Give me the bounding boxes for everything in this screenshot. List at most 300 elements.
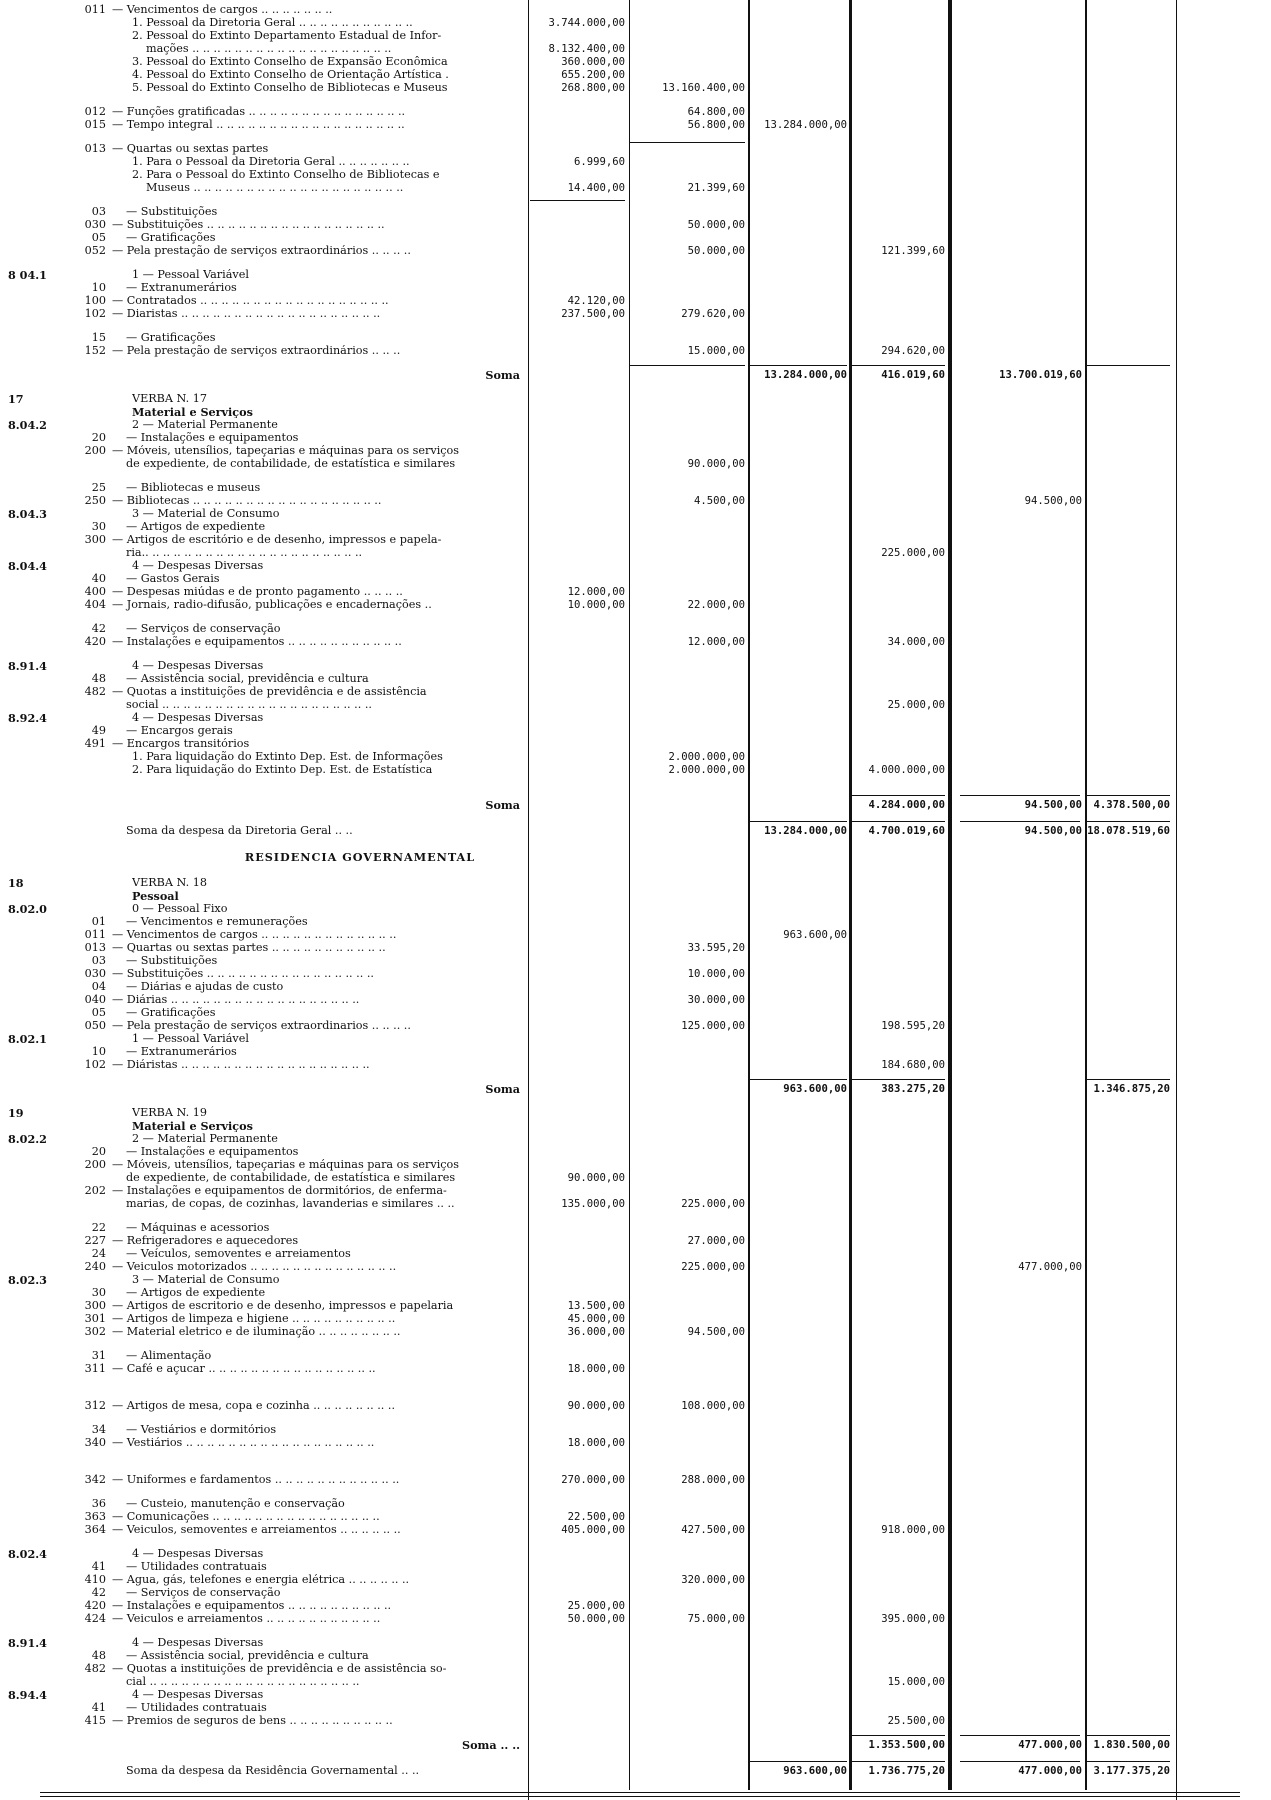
item-code: 31	[91, 1349, 106, 1362]
item-description: — Extranumerários	[126, 1046, 237, 1058]
item-description: — Quotas a instituições de previdência e de assistência so-	[112, 1663, 447, 1675]
item-description: — Despesas miúdas e de pronto pagamento .. .. .. ..	[112, 586, 403, 598]
table-row	[0, 660, 1271, 672]
table-row	[0, 332, 1271, 344]
item-description: 1. Pessoal da Diretoria Geral .. .. .. .. .. .. .. .. .. .. ..	[132, 17, 413, 29]
sum-rule	[40, 1796, 1240, 1797]
item-description: — Instalações e equipamentos .. .. .. .. .. .. .. .. .. ..	[112, 1600, 392, 1612]
item-description: 2 — Material Permanente	[132, 1133, 278, 1145]
item-description: — Veículos, semoventes e arreiamentos	[126, 1248, 351, 1260]
amount-c4: 34.000,00	[887, 636, 945, 648]
item-code: 052	[84, 244, 106, 257]
amount-c1: 36.000,00	[567, 1326, 625, 1338]
sum-rule	[850, 821, 945, 822]
item-description: 2 — Material Permanente	[132, 419, 278, 431]
table-row	[0, 851, 1271, 863]
amount-c2: 22.000,00	[687, 599, 745, 611]
table-row	[0, 1511, 1271, 1523]
amount-c2: 90.000,00	[687, 458, 745, 470]
table-row	[0, 521, 1271, 533]
item-code: 48	[91, 1649, 106, 1662]
item-description: VERBA N. 18	[132, 877, 207, 889]
item-description: — Artigos de escritorio e de desenho, impressos e papelaria	[112, 1300, 454, 1312]
table-row	[0, 206, 1271, 218]
column-rule	[1176, 0, 1177, 1800]
item-description: de expediente, de contabilidade, de estatística e similares	[126, 1172, 456, 1184]
section-code: 17	[8, 392, 24, 406]
section-code: 8.02.0	[8, 902, 47, 916]
sum-rule	[960, 795, 1080, 796]
table-row	[0, 1363, 1271, 1375]
amount-c1: 6.999,60	[573, 156, 625, 168]
item-description: — Substituições .. .. .. .. .. .. .. .. .. .. .. .. .. .. .. ..	[112, 968, 374, 980]
item-code: 015	[84, 118, 106, 131]
item-description: — Gratificações	[126, 332, 216, 344]
table-row	[0, 534, 1271, 546]
sum-rule	[960, 1761, 1080, 1762]
amount-c2: 13.160.400,00	[662, 82, 745, 94]
item-code: 30	[91, 1286, 106, 1299]
amount-c3: 13.284.000,00	[764, 825, 847, 837]
item-code: 424	[84, 1612, 106, 1625]
table-row	[0, 1587, 1271, 1599]
amount-c7: 3.177.375,20	[1093, 1765, 1170, 1777]
table-row	[0, 686, 1271, 698]
amount-c2: 125.000,00	[681, 1020, 745, 1032]
amount-c6: 477.000,00	[1018, 1765, 1082, 1777]
item-code: 20	[91, 431, 106, 444]
column-rule	[849, 0, 852, 1790]
soma-label: Soma	[485, 1083, 520, 1095]
amount-c1: 14.400,00	[567, 182, 625, 194]
table-row	[0, 890, 1271, 902]
sum-rule	[1087, 821, 1170, 822]
amount-c6: 94.500,00	[1024, 799, 1082, 811]
item-description: — Comunicações .. .. .. .. .. .. .. .. .. .. .. .. .. .. .. ..	[112, 1511, 380, 1523]
table-row	[0, 623, 1271, 635]
item-code: 202	[84, 1184, 106, 1197]
sum-rule	[850, 1079, 945, 1080]
amount-c4: 4.000.000,00	[868, 764, 945, 776]
item-description: — Substituições .. .. .. .. .. .. .. .. .. .. .. .. .. .. .. .. ..	[112, 219, 385, 231]
item-description: mações .. .. .. .. .. .. .. .. .. .. .. .. .. .. .. .. .. .. ..	[146, 43, 392, 55]
sum-rule	[1087, 1079, 1170, 1080]
section-code: 8.02.4	[8, 1547, 47, 1561]
item-code: 41	[91, 1701, 106, 1714]
item-code: 05	[91, 231, 106, 244]
item-description: 3. Pessoal do Extinto Conselho de Expansão Econômica	[132, 56, 448, 68]
table-row	[0, 445, 1271, 457]
table-row	[0, 4, 1271, 16]
section-code: 18	[8, 876, 24, 890]
item-code: 420	[84, 1599, 106, 1612]
sum-rule	[530, 200, 625, 201]
table-row	[0, 1350, 1271, 1362]
table-row	[0, 699, 1271, 711]
item-description: — Gratificações	[126, 1007, 216, 1019]
item-code: 04	[91, 980, 106, 993]
sum-rule	[960, 1735, 1080, 1736]
item-code: 40	[91, 572, 106, 585]
item-code: 03	[91, 205, 106, 218]
table-row	[0, 17, 1271, 29]
amount-c2: 50.000,00	[687, 219, 745, 231]
item-code: 302	[84, 1325, 106, 1338]
amount-c4: 184.680,00	[881, 1059, 945, 1071]
item-description: — Pela prestação de serviços extraordinarios .. .. .. ..	[112, 1020, 411, 1032]
section-code: 8.04.4	[8, 559, 47, 573]
item-code: 48	[91, 672, 106, 685]
item-description: 4 — Despesas Diversas	[132, 1689, 264, 1701]
item-description: — Encargos transitórios	[112, 738, 250, 750]
amount-c1: 25.000,00	[567, 1600, 625, 1612]
amount-c4: 25.000,00	[887, 699, 945, 711]
item-description: — Artigos de limpeza e higiene .. .. .. .. .. .. .. .. .. ..	[112, 1313, 396, 1325]
item-code: 300	[84, 533, 106, 546]
item-code: 22	[91, 1221, 106, 1234]
table-row	[0, 432, 1271, 444]
table-row	[0, 916, 1271, 928]
item-code: 240	[84, 1260, 106, 1273]
item-description: — Diárias .. .. .. .. .. .. .. .. .. .. .. .. .. .. .. .. .. ..	[112, 994, 360, 1006]
item-description: — Artigos de expediente	[126, 1287, 266, 1299]
item-description: marias, de copas, de cozinhas, lavanderias e similares .. ..	[126, 1198, 455, 1210]
item-description: — Vestiários .. .. .. .. .. .. .. .. .. .. .. .. .. .. .. .. .. ..	[112, 1437, 375, 1449]
item-code: 10	[91, 281, 106, 294]
amount-c3: 13.284.000,00	[764, 119, 847, 131]
amount-c1: 90.000,00	[567, 1172, 625, 1184]
amount-c1: 45.000,00	[567, 1313, 625, 1325]
item-description: 0 — Pessoal Fixo	[132, 903, 228, 915]
table-row	[0, 1046, 1271, 1058]
amount-c1: 22.500,00	[567, 1511, 625, 1523]
item-description: — Instalações e equipamentos	[126, 432, 299, 444]
table-row	[0, 1287, 1271, 1299]
soma-label: Soma	[485, 369, 520, 381]
amount-c1: 8.132.400,00	[548, 43, 625, 55]
item-description: — Assistência social, previdência e cultura	[126, 673, 369, 685]
table-row	[0, 1222, 1271, 1234]
table-row	[0, 673, 1271, 685]
table-row	[0, 725, 1271, 737]
amount-c1: 237.500,00	[561, 308, 625, 320]
item-description: — Extranumerários	[126, 282, 237, 294]
item-code: 01	[91, 915, 106, 928]
item-code: 013	[84, 941, 106, 954]
amount-c3: 963.600,00	[783, 929, 847, 941]
item-description: — Vencimentos de cargos .. .. .. .. .. .. .. .. .. .. .. .. ..	[112, 929, 397, 941]
amount-c3: 963.600,00	[783, 1765, 847, 1777]
item-code: 030	[84, 967, 106, 980]
amount-c1: 360.000,00	[561, 56, 625, 68]
table-row	[0, 877, 1271, 889]
item-description: — Instalações e equipamentos .. .. .. .. .. .. .. .. .. .. ..	[112, 636, 402, 648]
table-row	[0, 1300, 1271, 1312]
table-row	[0, 419, 1271, 431]
table-row	[0, 508, 1271, 520]
table-row	[0, 1561, 1271, 1573]
table-row	[0, 1548, 1271, 1560]
item-code: 415	[84, 1714, 106, 1727]
soma-label: Soma .. ..	[462, 1739, 520, 1751]
amount-c4: 25.500,00	[887, 1715, 945, 1727]
amount-c1: 90.000,00	[567, 1400, 625, 1412]
table-row	[0, 143, 1271, 155]
amount-c2: 75.000,00	[687, 1613, 745, 1625]
item-code: 013	[84, 142, 106, 155]
table-row	[0, 1650, 1271, 1662]
item-description: Pessoal	[132, 890, 179, 902]
amount-c2: 33.595,20	[687, 942, 745, 954]
table-row	[0, 1689, 1271, 1701]
section-code: 8.04.2	[8, 418, 47, 432]
column-rule	[1085, 0, 1087, 1790]
column-rule	[948, 0, 952, 1790]
table-row	[0, 1676, 1271, 1688]
item-description: de expediente, de contabilidade, de estatística e similares	[126, 458, 456, 470]
section-code: 8.02.2	[8, 1132, 47, 1146]
item-code: 340	[84, 1436, 106, 1449]
item-description: — Instalações e equipamentos de dormitórios, de enferma-	[112, 1185, 447, 1197]
table-row	[0, 955, 1271, 967]
amount-c7: 18.078.519,60	[1087, 825, 1170, 837]
table-row	[0, 1274, 1271, 1286]
table-row	[0, 1007, 1271, 1019]
amount-c3: 13.284.000,00	[764, 369, 847, 381]
table-row	[0, 269, 1271, 281]
item-code: 410	[84, 1573, 106, 1586]
item-description: 4 — Despesas Diversas	[132, 660, 264, 672]
item-description: — Bibliotecas e museus	[126, 482, 261, 494]
item-description: — Instalações e equipamentos	[126, 1146, 299, 1158]
section-heading: RESIDENCIA GOVERNAMENTAL	[244, 851, 476, 863]
sum-rule	[1087, 795, 1170, 796]
item-description: — Encargos gerais	[126, 725, 233, 737]
item-description: Soma da despesa da Diretoria Geral .. ..	[126, 825, 353, 837]
item-code: 05	[91, 1006, 106, 1019]
item-description: — Quotas a instituições de previdência e de assistência	[112, 686, 427, 698]
item-code: 42	[91, 1586, 106, 1599]
amount-c7: 4.378.500,00	[1093, 799, 1170, 811]
table-row	[0, 393, 1271, 405]
amount-c2: 320.000,00	[681, 1574, 745, 1586]
table-row	[0, 738, 1271, 750]
item-code: 400	[84, 585, 106, 598]
item-code: 300	[84, 1299, 106, 1312]
table-row	[0, 1437, 1271, 1449]
table-row	[0, 1107, 1271, 1119]
item-description: — Refrigeradores e aquecedores	[112, 1235, 299, 1247]
amount-c1: 655.200,00	[561, 69, 625, 81]
soma-label: Soma	[485, 799, 520, 811]
table-row	[0, 1248, 1271, 1260]
table-row	[0, 1159, 1271, 1171]
item-description: — Substituições	[126, 955, 218, 967]
item-code: 24	[91, 1247, 106, 1260]
item-description: 4. Pessoal do Extinto Conselho de Orientação Artística .	[132, 69, 449, 81]
item-code: 250	[84, 494, 106, 507]
table-row	[0, 547, 1271, 559]
item-description: 2. Pessoal do Extinto Departamento Estadual de Infor-	[132, 30, 442, 42]
item-code: 011	[84, 928, 106, 941]
amount-c2: 288.000,00	[681, 1474, 745, 1486]
item-description: Material e Serviços	[132, 406, 253, 418]
section-code: 8.92.4	[8, 711, 47, 725]
sum-rule	[960, 821, 1080, 822]
amount-c2: 225.000,00	[681, 1261, 745, 1273]
table-row	[0, 1133, 1271, 1145]
table-row	[0, 282, 1271, 294]
amount-c4: 15.000,00	[887, 1676, 945, 1688]
table-row	[0, 232, 1271, 244]
table-row	[0, 1172, 1271, 1184]
item-description: — Utilidades contratuais	[126, 1702, 267, 1714]
table-row	[0, 1702, 1271, 1714]
item-description: 1. Para liquidação do Extinto Dep. Est. de Informações	[132, 751, 443, 763]
sum-rule	[750, 1079, 847, 1080]
section-code: 8.02.1	[8, 1032, 47, 1046]
amount-c1: 405.000,00	[561, 1524, 625, 1536]
item-description: — Bibliotecas .. .. .. .. .. .. .. .. .. .. .. .. .. .. .. .. .. ..	[112, 495, 382, 507]
amount-c4: 225.000,00	[881, 547, 945, 559]
item-description: — Veiculos, semoventes e arreiamentos .. .. .. .. .. ..	[112, 1524, 401, 1536]
amount-c1: 18.000,00	[567, 1363, 625, 1375]
item-description: — Café e açucar .. .. .. .. .. .. .. .. .. .. .. .. .. .. .. ..	[112, 1363, 376, 1375]
table-row	[0, 1059, 1271, 1071]
item-description: — Contratados .. .. .. .. .. .. .. .. .. .. .. .. .. .. .. .. .. ..	[112, 295, 389, 307]
amount-c5: 94.500,00	[1024, 495, 1082, 507]
item-description: — Jornais, radio-difusão, publicações e encadernações ..	[112, 599, 432, 611]
amount-c6: 477.000,00	[1018, 1739, 1082, 1751]
amount-c4: 383.275,20	[881, 1083, 945, 1095]
amount-c2: 2.000.000,00	[668, 764, 745, 776]
item-description: 4 — Despesas Diversas	[132, 560, 264, 572]
table-row	[0, 586, 1271, 598]
table-row	[0, 1033, 1271, 1045]
item-description: 4 — Despesas Diversas	[132, 1637, 264, 1649]
item-description: — Custeio, manutenção e conservação	[126, 1498, 345, 1510]
item-description: — Artigos de escritório e de desenho, impressos e papela-	[112, 534, 442, 546]
item-code: 36	[91, 1497, 106, 1510]
table-row	[0, 1663, 1271, 1675]
amount-c6: 94.500,00	[1024, 825, 1082, 837]
item-description: — Vencimentos de cargos .. .. .. .. .. .. ..	[112, 4, 333, 16]
item-description: — Vencimentos e remunerações	[126, 916, 308, 928]
item-description: — Diaristas .. .. .. .. .. .. .. .. .. .. .. .. .. .. .. .. .. .. ..	[112, 308, 381, 320]
amount-c2: 225.000,00	[681, 1198, 745, 1210]
sum-rule	[1087, 365, 1170, 366]
item-description: — Alimentação	[126, 1350, 212, 1362]
amount-c6: 13.700.019,60	[999, 369, 1082, 381]
amount-c1: 135.000,00	[561, 1198, 625, 1210]
amount-c2: 2.000.000,00	[668, 751, 745, 763]
item-description: — Pela prestação de serviços extraordinários .. .. .. ..	[112, 245, 411, 257]
section-code: 8.04.3	[8, 507, 47, 521]
item-description: — Vestiários e dormitórios	[126, 1424, 277, 1436]
table-row	[0, 295, 1271, 307]
section-code: 8.02.3	[8, 1273, 47, 1287]
item-description: Museus .. .. .. .. .. .. .. .. .. .. .. .. .. .. .. .. .. .. .. ..	[146, 182, 404, 194]
sum-rule	[630, 365, 745, 366]
table-row	[0, 43, 1271, 55]
amount-c4: 4.284.000,00	[868, 799, 945, 811]
amount-c2: 21.399,60	[687, 182, 745, 194]
item-description: Material e Serviços	[132, 1120, 253, 1132]
item-description: — Artigos de mesa, copa e cozinha .. .. .. .. .. .. .. ..	[112, 1400, 395, 1412]
sum-rule	[750, 821, 847, 822]
item-code: 20	[91, 1145, 106, 1158]
section-code: 8.91.4	[8, 659, 47, 673]
item-description: 2. Para o Pessoal do Extinto Conselho de Bibliotecas e	[132, 169, 440, 181]
sum-rule	[850, 1761, 945, 1762]
sum-rule	[1087, 1735, 1170, 1736]
table-row	[0, 69, 1271, 81]
table-row	[0, 1120, 1271, 1132]
amount-c2: 50.000,00	[687, 245, 745, 257]
table-row	[0, 1637, 1271, 1649]
item-description: 2. Para liquidação do Extinto Dep. Est. de Estatística	[132, 764, 433, 776]
amount-c1: 3.744.000,00	[548, 17, 625, 29]
table-row	[0, 1715, 1271, 1727]
amount-c4: 416.019,60	[881, 369, 945, 381]
item-description: 1 — Pessoal Variável	[132, 1033, 249, 1045]
column-rule	[528, 0, 529, 1800]
item-code: 03	[91, 954, 106, 967]
table-row	[0, 56, 1271, 68]
amount-c2: 56.800,00	[687, 119, 745, 131]
sum-rule	[850, 365, 945, 366]
item-description: — Premios de seguros de bens .. .. .. .. .. .. .. .. .. ..	[112, 1715, 393, 1727]
amount-c4: 395.000,00	[881, 1613, 945, 1625]
table-row	[0, 1146, 1271, 1158]
item-code: 363	[84, 1510, 106, 1523]
amount-c4: 198.595,20	[881, 1020, 945, 1032]
amount-c1: 18.000,00	[567, 1437, 625, 1449]
sum-rule	[1087, 1761, 1170, 1762]
table-row	[0, 1424, 1271, 1436]
sum-rule	[630, 142, 745, 143]
item-code: 30	[91, 520, 106, 533]
item-description: VERBA N. 19	[132, 1107, 207, 1119]
item-code: 25	[91, 481, 106, 494]
table-row	[0, 406, 1271, 418]
item-code: 030	[84, 218, 106, 231]
item-description: — Gratificações	[126, 232, 216, 244]
item-description: — Material eletrico e de iluminação .. .. .. .. .. .. .. ..	[112, 1326, 401, 1338]
item-code: 10	[91, 1045, 106, 1058]
table-row	[0, 1313, 1271, 1325]
amount-c1: 10.000,00	[567, 599, 625, 611]
table-row	[0, 1498, 1271, 1510]
table-row	[0, 981, 1271, 993]
amount-c3: 963.600,00	[783, 1083, 847, 1095]
item-description: — Utilidades contratuais	[126, 1561, 267, 1573]
item-code: 15	[91, 331, 106, 344]
item-code: 102	[84, 1058, 106, 1071]
item-code: 301	[84, 1312, 106, 1325]
item-description: — Pela prestação de serviços extraordinários .. .. ..	[112, 345, 401, 357]
item-description: — Veiculos motorizados .. .. .. .. .. .. .. .. .. .. .. .. .. ..	[112, 1261, 397, 1273]
amount-c1: 12.000,00	[567, 586, 625, 598]
item-description: 4 — Despesas Diversas	[132, 1548, 264, 1560]
amount-c4: 1.353.500,00	[868, 1739, 945, 1751]
item-code: 102	[84, 307, 106, 320]
item-code: 011	[84, 3, 106, 16]
item-description: — Gastos Gerais	[126, 573, 220, 585]
sum-rule	[750, 365, 847, 366]
table-row	[0, 573, 1271, 585]
item-description: Soma da despesa da Residência Governamental .. ..	[126, 1765, 420, 1777]
